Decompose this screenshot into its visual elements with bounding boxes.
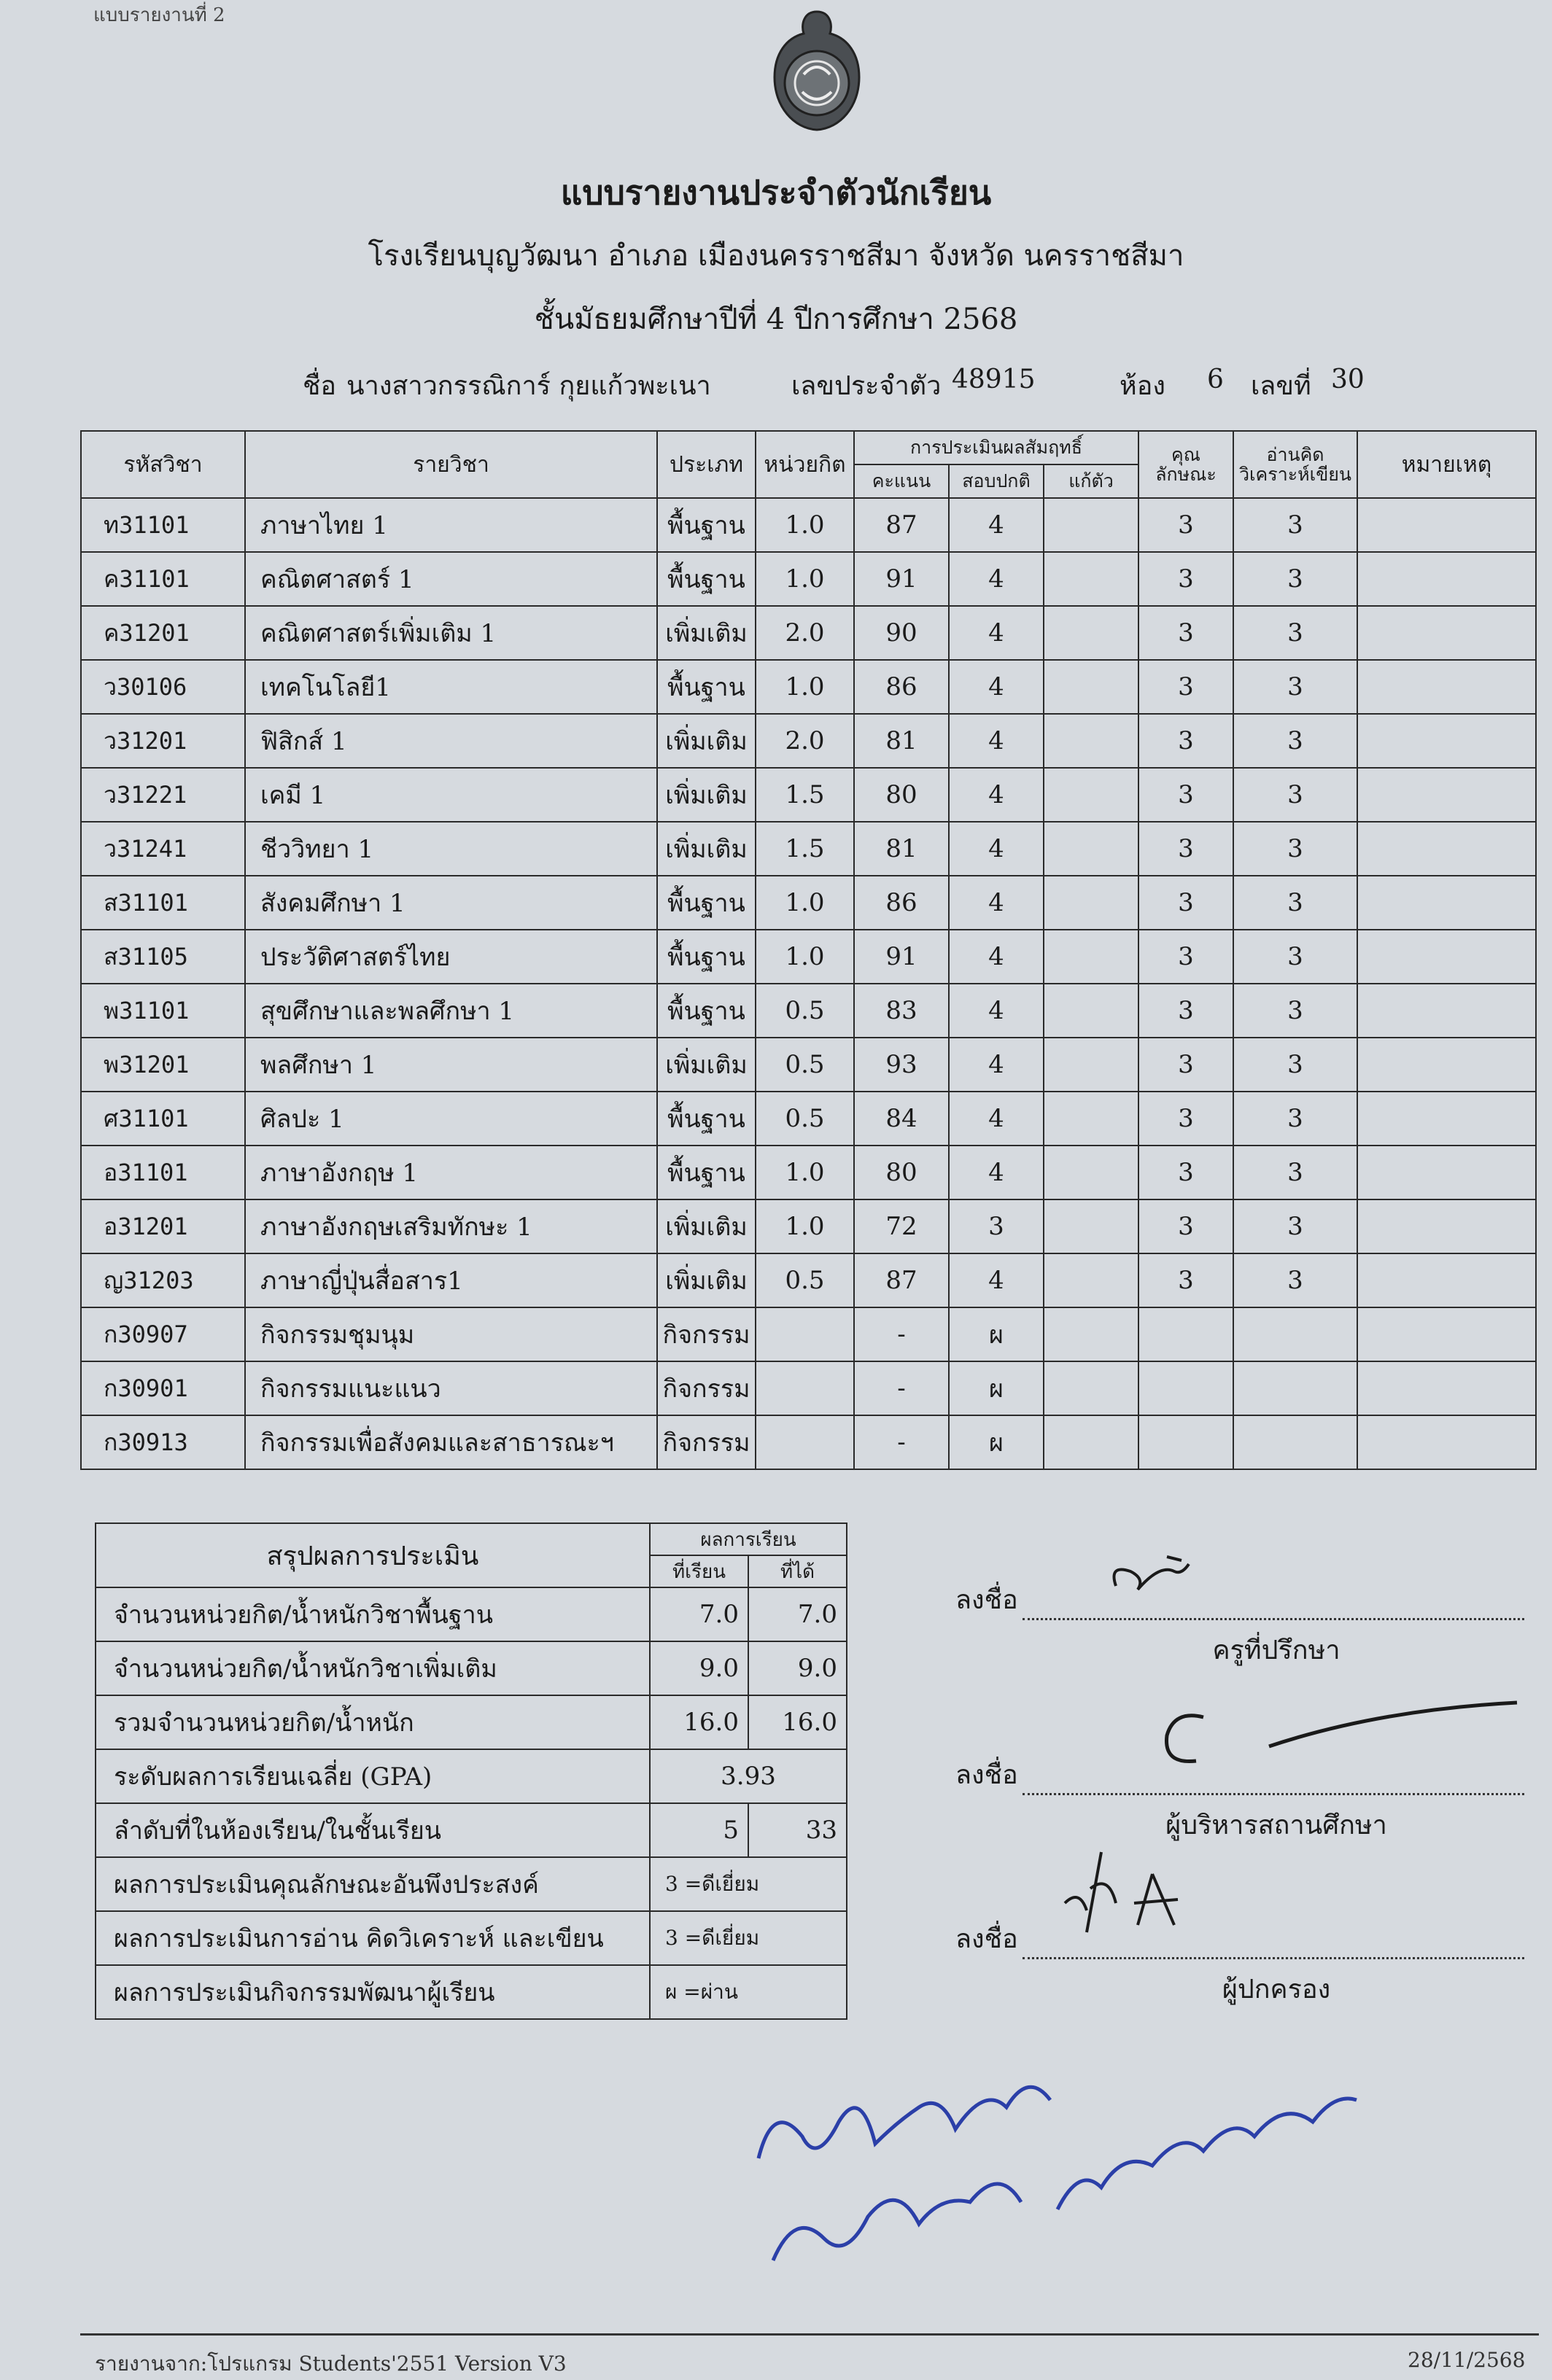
cell-score: 81 [854,822,949,876]
cell-reading-thinking-writing: 3 [1233,606,1357,660]
cell-characteristics: 3 [1138,498,1233,552]
cell-reading-thinking-writing: 3 [1233,714,1357,768]
cell-retake [1044,768,1138,822]
cell-remark [1357,822,1536,876]
table-row [81,1307,1536,1361]
cell-grade: 4 [949,1253,1044,1307]
cell-code: ท31101 [81,498,245,552]
cell-reading-thinking-writing: 3 [1233,1253,1357,1307]
cell-remark [1357,1146,1536,1199]
cell-grade: 4 [949,876,1044,930]
header-code: รหัสวิชา [81,431,245,498]
cell-reading-thinking-writing: 3 [1233,984,1357,1038]
seat-number: 30 [1331,365,1365,394]
cell-retake [1044,822,1138,876]
header-score: คะแนน [854,464,949,498]
cell-subject: เคมี 1 [245,768,657,822]
cell-characteristics: 3 [1138,606,1233,660]
cell-type: กิจกรรม [657,1415,756,1469]
cell-type: พื้นฐาน [657,1146,756,1199]
cell-grade: 4 [949,660,1044,714]
header-normal-exam: สอบปกติ [949,464,1044,498]
cell-score: 83 [854,984,949,1038]
cell-retake [1044,1092,1138,1146]
cell-characteristics: 3 [1138,1092,1233,1146]
cell-remark [1357,1253,1536,1307]
cell-score: - [854,1415,949,1469]
table-row [81,930,1536,984]
header-assessment: การประเมินผลสัมฤทธิ์ [854,431,1138,464]
summary-gpa-label: ระดับผลการเรียนเฉลี่ย (GPA) [96,1749,650,1803]
cell-characteristics: 3 [1138,768,1233,822]
cell-subject: สุขศึกษาและพลศึกษา 1 [245,984,657,1038]
cell-reading-thinking-writing: 3 [1233,768,1357,822]
cell-subject: ภาษาอังกฤษ 1 [245,1146,657,1199]
cell-score: 91 [854,552,949,606]
cell-characteristics: 3 [1138,822,1233,876]
summary-gpa-value: 3.93 [650,1749,847,1803]
table-row [81,714,1536,768]
cell-credit: 2.0 [756,606,854,660]
cell-grade: 4 [949,768,1044,822]
cell-score: 90 [854,606,949,660]
cell-subject: พลศึกษา 1 [245,1038,657,1092]
summary-total-label: รวมจำนวนหน่วยกิต/น้ำหนัก [96,1695,650,1749]
table-row [81,876,1536,930]
cell-score: 93 [854,1038,949,1092]
table-row [81,1146,1536,1199]
cell-reading-thinking-writing: 3 [1233,498,1357,552]
cell-grade: 4 [949,1038,1044,1092]
cell-grade: 4 [949,1092,1044,1146]
cell-code: ส31105 [81,930,245,984]
grades-table-body [81,498,1536,1469]
advisor-role: ครูที่ปรึกษา [1212,1636,1340,1665]
header-reading-thinking-writing [1233,431,1357,498]
cell-grade: 4 [949,984,1044,1038]
cell-subject: ภาษาไทย 1 [245,498,657,552]
cell-credit: 1.0 [756,498,854,552]
cell-type: เพิ่มเติม [657,768,756,822]
cell-grade: ผ [949,1361,1044,1415]
cell-characteristics: 3 [1138,930,1233,984]
cell-reading-thinking-writing: 3 [1233,930,1357,984]
cell-type: พื้นฐาน [657,1092,756,1146]
cell-retake [1044,984,1138,1038]
cell-retake [1044,660,1138,714]
advisor-signature-block [955,1579,1524,1671]
cell-remark [1357,1038,1536,1092]
footer-rule [80,2333,1539,2336]
summary-activity-label: ผลการประเมินกิจกรรมพัฒนาผู้เรียน [96,1965,650,2019]
cell-grade: 4 [949,1146,1044,1199]
cell-reading-thinking-writing: 3 [1233,552,1357,606]
cell-characteristics: 3 [1138,1038,1233,1092]
cell-type: กิจกรรม [657,1361,756,1415]
cell-type: เพิ่มเติม [657,822,756,876]
cell-subject: ศิลปะ 1 [245,1092,657,1146]
table-row [81,768,1536,822]
cell-subject: ฟิสิกส์ 1 [245,714,657,768]
cell-type: พื้นฐาน [657,552,756,606]
cell-credit: 1.0 [756,930,854,984]
cell-subject: กิจกรรมชุมนุม [245,1307,657,1361]
parent-role: ผู้ปกครอง [1222,1975,1331,2004]
cell-characteristics: 3 [1138,1146,1233,1199]
cell-subject: ภาษาอังกฤษเสริมทักษะ 1 [245,1199,657,1253]
cell-grade: ผ [949,1307,1044,1361]
room-label: ห้อง [1120,371,1165,401]
cell-grade: 4 [949,930,1044,984]
cell-grade: 4 [949,822,1044,876]
summary-rank-label: ลำดับที่ในห้องเรียน/ในชั้นเรียน [96,1803,650,1857]
cell-code: พ31101 [81,984,245,1038]
cell-credit: 0.5 [756,984,854,1038]
cell-remark [1357,768,1536,822]
header-credit: หน่วยกิต [756,431,854,498]
table-row [81,822,1536,876]
cell-score: 84 [854,1092,949,1146]
cell-score: 80 [854,1146,949,1199]
cell-code: ก30913 [81,1415,245,1469]
director-signature-icon [1145,1695,1524,1783]
table-row [81,1038,1536,1092]
director-signature-block [955,1754,1524,1846]
cell-subject: ชีววิทยา 1 [245,822,657,876]
cell-remark [1357,498,1536,552]
footer-program: รายงานจาก:โปรแกรม Students'2551 Version V3 [95,2352,567,2376]
cell-score: - [854,1361,949,1415]
cell-credit: 0.5 [756,1092,854,1146]
cell-code: ก30907 [81,1307,245,1361]
cell-remark [1357,552,1536,606]
parent-signature-icon [1058,1845,1218,1940]
director-role: ผู้บริหารสถานศึกษา [1165,1811,1387,1840]
director-sign-label: ลงชื่อ [955,1760,1018,1790]
cell-score: - [854,1307,949,1361]
cell-credit [756,1415,854,1469]
cell-grade: ผ [949,1415,1044,1469]
cell-characteristics: 3 [1138,714,1233,768]
cell-remark [1357,876,1536,930]
cell-reading-thinking-writing [1233,1415,1357,1469]
cell-reading-thinking-writing: 3 [1233,1199,1357,1253]
cell-type: เพิ่มเติม [657,714,756,768]
cell-reading-thinking-writing: 3 [1233,1038,1357,1092]
advisor-signature-icon [1101,1549,1247,1601]
cell-characteristics: 3 [1138,552,1233,606]
summary-total-enrolled: 16.0 [650,1695,748,1749]
cell-type: พื้นฐาน [657,930,756,984]
school-seal-icon [758,7,875,135]
table-row [81,660,1536,714]
summary-table [95,1522,847,2020]
summary-characteristics-label: ผลการประเมินคุณลักษณะอันพึงประสงค์ [96,1857,650,1911]
parent-signature-block [955,1918,1524,2010]
cell-type: พื้นฐาน [657,498,756,552]
header-subject: รายวิชา [245,431,657,498]
header-rtw-line1: อ่านคิด [1266,443,1324,465]
cell-subject: สังคมศึกษา 1 [245,876,657,930]
cell-grade: 4 [949,714,1044,768]
cell-characteristics [1138,1361,1233,1415]
cell-subject: ภาษาญี่ปุ่นสื่อสาร1 [245,1253,657,1307]
cell-type: เพิ่มเติม [657,606,756,660]
cell-reading-thinking-writing: 3 [1233,660,1357,714]
cell-credit: 2.0 [756,714,854,768]
header-type: ประเภท [657,431,756,498]
cell-subject: เทคโนโลยี1 [245,660,657,714]
footer-date: 28/11/2568 [1408,2348,1526,2372]
cell-remark [1357,1199,1536,1253]
cell-remark [1357,606,1536,660]
summary-total-earned: 16.0 [748,1695,847,1749]
cell-code: ค31101 [81,552,245,606]
cell-type: พื้นฐาน [657,660,756,714]
cell-remark [1357,1092,1536,1146]
cell-credit: 0.5 [756,1038,854,1092]
advisor-sign-label: ลงชื่อ [955,1585,1018,1615]
table-row [81,1415,1536,1469]
grades-table [80,430,1537,1470]
cell-type: เพิ่มเติม [657,1038,756,1092]
cell-code: ญ31203 [81,1253,245,1307]
cell-retake [1044,1199,1138,1253]
summary-activity-value: ผ =ผ่าน [650,1965,847,2019]
cell-retake [1044,552,1138,606]
header-rtw-line2: วิเคราะห์เขียน [1238,464,1352,485]
cell-retake [1044,930,1138,984]
table-row [81,606,1536,660]
cell-grade: 4 [949,498,1044,552]
cell-subject: กิจกรรมเพื่อสังคมและสาธารณะฯ [245,1415,657,1469]
cell-remark [1357,714,1536,768]
summary-title: สรุปผลการประเมิน [96,1523,650,1587]
summary-extra-label: จำนวนหน่วยกิต/น้ำหนักวิชาเพิ่มเติม [96,1641,650,1695]
cell-credit: 0.5 [756,1253,854,1307]
cell-reading-thinking-writing: 3 [1233,822,1357,876]
cell-credit: 1.0 [756,1199,854,1253]
cell-credit: 1.0 [756,1146,854,1199]
cell-score: 80 [854,768,949,822]
summary-extra-earned: 9.0 [748,1641,847,1695]
cell-characteristics: 3 [1138,660,1233,714]
summary-basic-label: จำนวนหน่วยกิต/น้ำหนักวิชาพื้นฐาน [96,1587,650,1641]
report-title: แบบรายงานประจำตัวนักเรียน [560,173,992,212]
cell-reading-thinking-writing: 3 [1233,1146,1357,1199]
cell-code: ว31201 [81,714,245,768]
cell-type: พื้นฐาน [657,876,756,930]
summary-col-earned: ที่ได้ [748,1555,847,1587]
summary-rtw-label: ผลการประเมินการอ่าน คิดวิเคราะห์ และเขียน [96,1911,650,1965]
cell-type: เพิ่มเติม [657,1253,756,1307]
cell-remark [1357,984,1536,1038]
cell-remark [1357,1361,1536,1415]
cell-code: ค31201 [81,606,245,660]
cell-code: อ31201 [81,1199,245,1253]
cell-score: 72 [854,1199,949,1253]
summary-extra-enrolled: 9.0 [650,1641,748,1695]
cell-code: ศ31101 [81,1092,245,1146]
summary-result-header: ผลการเรียน [650,1523,847,1555]
level-line: ชั้นมัธยมศึกษาปีที่ 4 ปีการศึกษา 2568 [534,303,1018,336]
table-row [81,984,1536,1038]
cell-remark [1357,660,1536,714]
cell-subject: คณิตศาสตร์ 1 [245,552,657,606]
student-id: 48915 [952,365,1036,394]
table-row [81,1092,1536,1146]
cell-retake [1044,1415,1138,1469]
cell-retake [1044,498,1138,552]
cell-grade: 3 [949,1199,1044,1253]
cell-characteristics: 3 [1138,984,1233,1038]
header-retake: แก้ตัว [1044,464,1138,498]
cell-score: 86 [854,660,949,714]
cell-characteristics: 3 [1138,1253,1233,1307]
cell-retake [1044,606,1138,660]
cell-type: พื้นฐาน [657,984,756,1038]
cell-code: ว31241 [81,822,245,876]
cell-type: กิจกรรม [657,1307,756,1361]
summary-basic-enrolled: 7.0 [650,1587,748,1641]
table-row [81,1253,1536,1307]
cell-subject: กิจกรรมแนะแนว [245,1361,657,1415]
cell-code: พ31201 [81,1038,245,1092]
student-name: นางสาวกรรณิการ์ กุยแก้วพะเนา [346,371,711,401]
cell-credit: 1.0 [756,552,854,606]
form-tag: แบบรายงานที่ 2 [93,4,225,26]
cell-credit: 1.0 [756,876,854,930]
summary-rtw-value: 3 =ดีเยี่ยม [650,1911,847,1965]
cell-score: 86 [854,876,949,930]
cell-grade: 4 [949,552,1044,606]
name-label: ชื่อ [303,371,337,401]
cell-remark [1357,930,1536,984]
summary-rank-room: 5 [650,1803,748,1857]
summary-col-enrolled: ที่เรียน [650,1555,748,1587]
cell-score: 81 [854,714,949,768]
table-row [81,552,1536,606]
cell-code: ส31101 [81,876,245,930]
cell-grade: 4 [949,606,1044,660]
cell-remark [1357,1415,1536,1469]
header-remark: หมายเหตุ [1357,431,1536,498]
cell-type: เพิ่มเติม [657,1199,756,1253]
header-characteristics [1138,431,1233,498]
handwritten-note-icon [729,2042,1386,2290]
summary-rank-level: 33 [748,1803,847,1857]
cell-credit [756,1361,854,1415]
summary-basic-earned: 7.0 [748,1587,847,1641]
room-number: 6 [1207,365,1224,394]
cell-credit: 1.0 [756,660,854,714]
seat-number-label: เลขที่ [1251,371,1311,401]
cell-characteristics: 3 [1138,1199,1233,1253]
cell-reading-thinking-writing [1233,1307,1357,1361]
cell-code: ว31221 [81,768,245,822]
cell-retake [1044,1361,1138,1415]
table-row [81,1361,1536,1415]
cell-credit [756,1307,854,1361]
cell-credit: 1.5 [756,822,854,876]
cell-retake [1044,876,1138,930]
parent-sign-label: ลงชื่อ [955,1924,1018,1954]
student-id-label: เลขประจำตัว [791,371,942,401]
summary-characteristics-value: 3 =ดีเยี่ยม [650,1857,847,1911]
cell-subject: ประวัติศาสตร์ไทย [245,930,657,984]
cell-reading-thinking-writing: 3 [1233,876,1357,930]
cell-credit: 1.5 [756,768,854,822]
cell-retake [1044,1307,1138,1361]
header-characteristics-line1: คุณ [1171,443,1200,465]
cell-characteristics: 3 [1138,876,1233,930]
cell-retake [1044,1253,1138,1307]
school-line: โรงเรียนบุญวัฒนา อำเภอ เมืองนครราชสีมา จังหวัด นครราชสีมา [368,239,1184,273]
table-row [81,498,1536,552]
cell-code: อ31101 [81,1146,245,1199]
cell-characteristics [1138,1415,1233,1469]
cell-characteristics [1138,1307,1233,1361]
cell-code: ก30901 [81,1361,245,1415]
cell-reading-thinking-writing [1233,1361,1357,1415]
cell-score: 91 [854,930,949,984]
cell-score: 87 [854,1253,949,1307]
cell-score: 87 [854,498,949,552]
cell-reading-thinking-writing: 3 [1233,1092,1357,1146]
cell-subject: คณิตศาสตร์เพิ่มเติม 1 [245,606,657,660]
cell-retake [1044,1038,1138,1092]
cell-code: ว30106 [81,660,245,714]
header-characteristics-line2: ลักษณะ [1155,464,1217,485]
cell-remark [1357,1307,1536,1361]
cell-retake [1044,1146,1138,1199]
cell-retake [1044,714,1138,768]
table-row [81,1199,1536,1253]
